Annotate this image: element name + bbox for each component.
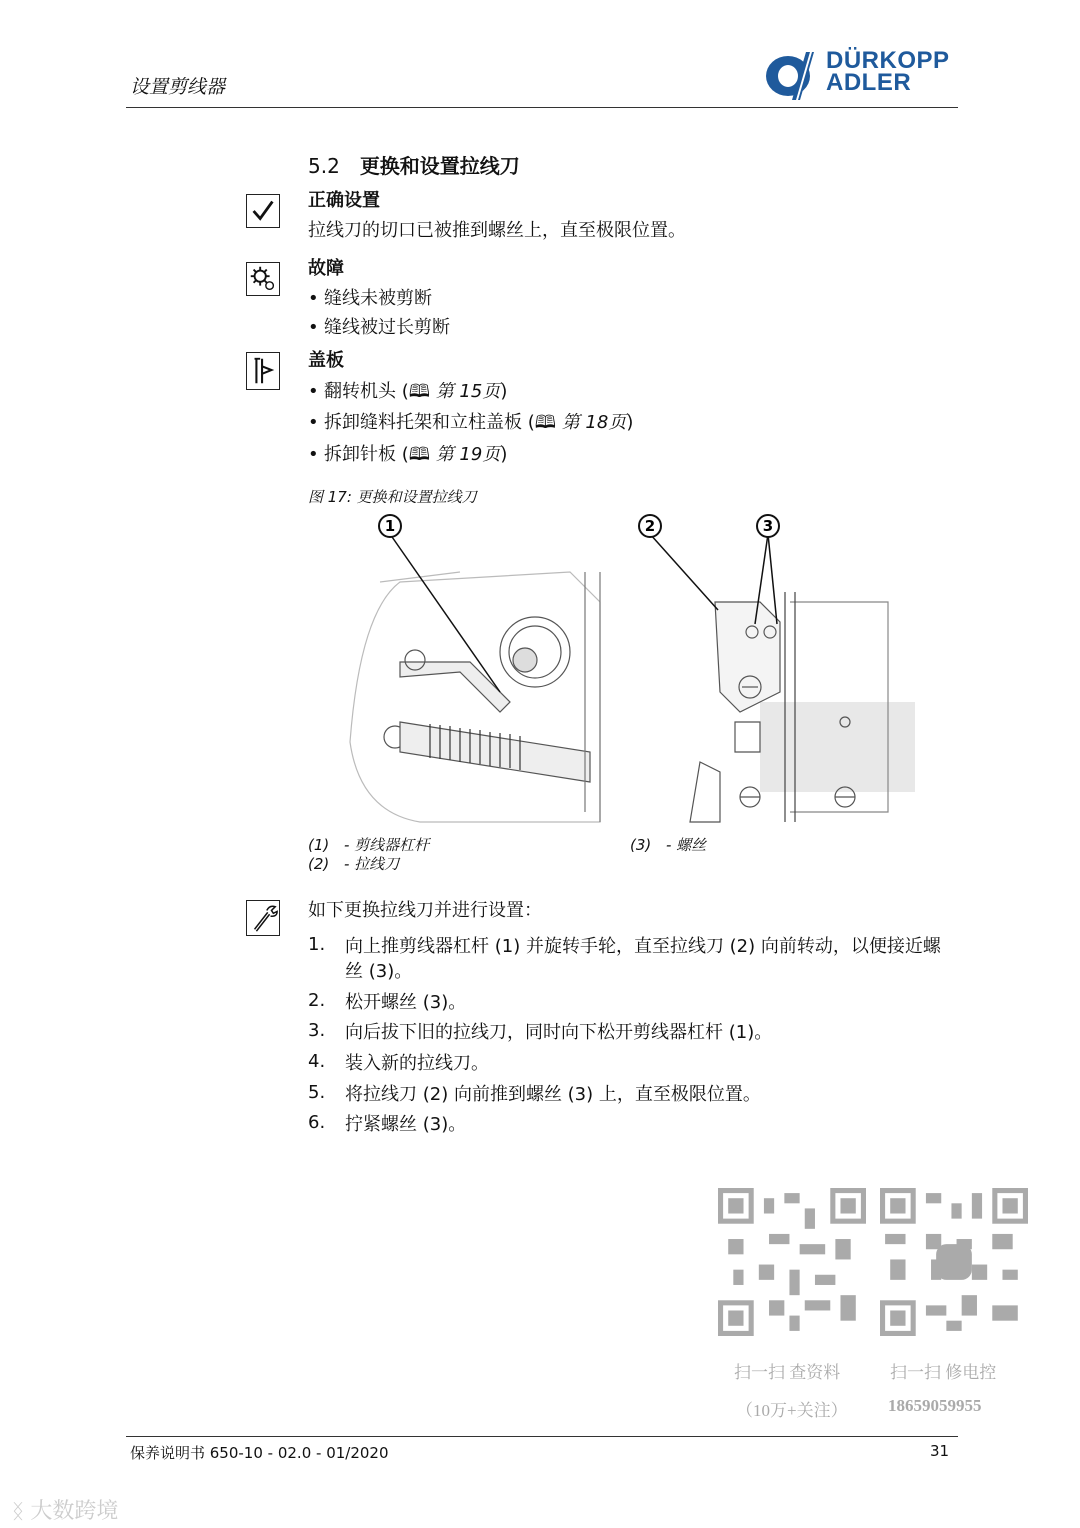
page-reference[interactable]: 第 19页 (435, 444, 501, 465)
page-number: 31 (930, 1442, 950, 1460)
header-divider (126, 107, 958, 108)
book-icon: 🕮 (408, 381, 436, 402)
procedure-intro: 如下更换拉线刀并进行设置： (308, 900, 542, 921)
footer-divider (126, 1436, 958, 1437)
fault-item: • 缝线被过长剪断 (308, 317, 450, 338)
cover-item: • 翻转机头 (🕮 第 15页) (308, 381, 508, 402)
qr-right-caption: 扫一扫 修电控 (890, 1363, 997, 1382)
durkopp-adler-logo (762, 52, 824, 100)
callout-label: 1 (384, 517, 396, 535)
thread-cutter-figure (340, 512, 920, 830)
legend-item: (3) - 螺丝 (630, 836, 707, 854)
callout-label: 3 (762, 517, 774, 535)
watermark-logo-icon: ᛝ (12, 1499, 31, 1523)
gear-fault-icon (246, 262, 280, 296)
qr-code-left[interactable] (718, 1188, 866, 1336)
section-title (308, 150, 520, 179)
page-reference[interactable]: 第 18页 (561, 412, 627, 433)
callout-label: 2 (644, 517, 656, 535)
page-reference[interactable]: 第 15页 (435, 381, 501, 402)
cover-heading: 盖板 (308, 350, 344, 371)
book-icon: 🕮 (534, 412, 562, 433)
correct-setting-heading: 正确设置 (308, 190, 380, 211)
wrench-icon (246, 900, 280, 936)
correct-setting-text: 拉线刀的切口已被推到螺丝上，直至极限位置。 (308, 220, 686, 241)
cover-item: • 拆卸针板 (🕮 第 19页) (308, 444, 508, 465)
legend-item: (2) - 拉线刀 (308, 855, 400, 873)
watermark: ᛝ 大数跨境 (12, 1499, 119, 1524)
fault-heading: 故障 (308, 258, 344, 279)
footer-document-info: 保养说明书 650-10 - 02.0 - 01/2020 (130, 1444, 389, 1462)
book-icon: 🕮 (408, 444, 436, 465)
cover-plate-icon (246, 352, 280, 390)
brand-line2: ADLER (826, 69, 912, 96)
header-title: 设置剪线器 (130, 76, 226, 98)
qr-left-caption: 扫一扫 查资料 (734, 1363, 841, 1382)
brand-name (826, 47, 950, 96)
qr-right-phone: 18659059955 (888, 1396, 982, 1415)
section-title-text: 更换和设置拉线刀 (359, 154, 520, 178)
cover-item: • 拆卸缝料托架和立柱盖板 (🕮 第 18页) (308, 412, 634, 433)
checkmark-icon (246, 194, 280, 228)
brand-line1: DÜRKOPP (826, 47, 950, 74)
section-number: 5.2 (308, 154, 340, 178)
qr-code-right[interactable] (880, 1188, 1028, 1336)
figure-caption: 图 17: 更换和设置拉线刀 (308, 488, 477, 506)
fault-item: • 缝线未被剪断 (308, 288, 432, 309)
legend-item: (1) - 剪线器杠杆 (308, 836, 430, 854)
qr-left-caption-2: （10万+关注） (736, 1401, 848, 1420)
